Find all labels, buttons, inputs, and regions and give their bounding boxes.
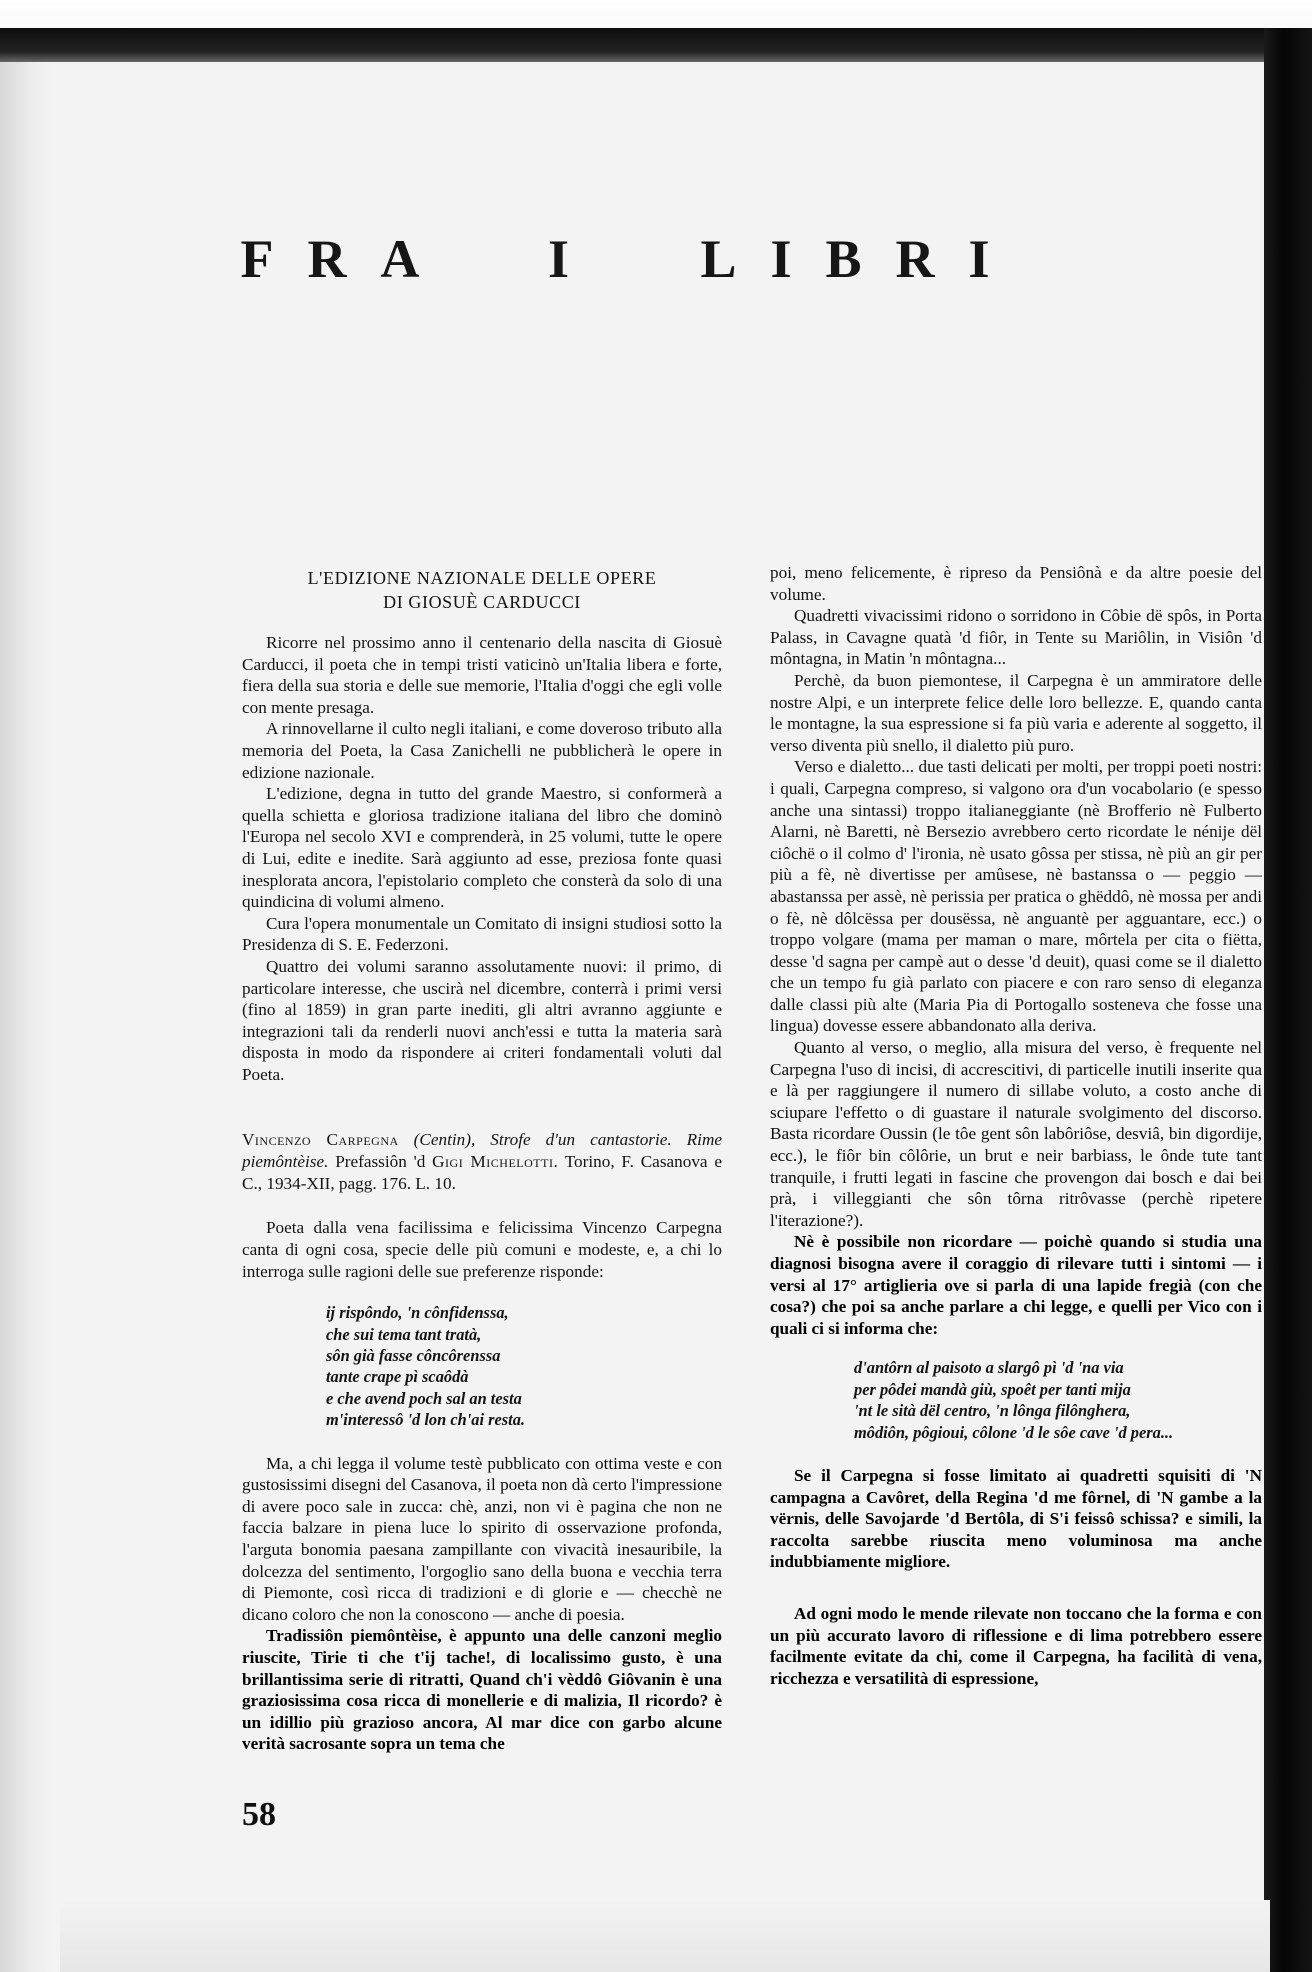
review-author: Vincenzo Carpegna [242,1130,399,1150]
page-number: 58 [242,1796,276,1833]
poem-line: per pôdei mandà giù, spoêt per tanti mija [854,1379,1131,1399]
review-paragraph: Quadretti vivacissimi ridono o sorridono in Côbie dë spôs, in Porta Palass, in Cavagne quatà 'd fiôr, in Tente su Mariôlin, in Visiôn 'd môntagna, in Matin 'n môntagna... [770,606,1262,669]
review-preface: Prefassiôn 'd [335,1152,426,1172]
review-publisher: Torino, F. Casanova e C., 1934-XII, pagg. 176. L. 10. [242,1152,722,1194]
review-paragraph: poi, meno felicemente, è ripreso da Pensiônà e da altre poesie del volume. [770,563,1262,604]
article-paragraph: Cura l'opera monumentale un Comitato di insigni studiosi sotto la Presidenza di S. E. Federzoni. [242,913,722,955]
review-intro: Poeta dalla vena facilissima e felicissima Vincenzo Carpegna canta di ogni cosa, specie delle più comuni e modeste, e, a chi lo interroga sulle ragioni delle sue preferenze risponde: [242,1218,722,1281]
review-paragraph: Ma, a chi legga il volume testè pubblicato con ottima veste e con gustosissimi disegni del Casanova, il poeta non dà certo l'impressione di avere poco sale in zucca: chè, anzi, non vi è pagina che non ne faccia balzare in piena luce lo spirito di osservazione profonda, l'arguta bonomia paesana zampillante con vivacità inesauribile, la dolcezza del sentimento, l'orgoglio sano della buona e vecchia terra di Piemonte, così ricca di tradizioni e di glorie e — checchè ne dicano coloro che non la conoscono — anche di poesia. [242,1453,722,1624]
review-heading [242,1129,722,1195]
review-paragraph: Se il Carpegna si fosse limitato ai quadretti squisiti di 'N campagna a Cavôret, della Regina 'd me fôrnel, di 'N gambe a la vërnis, delle Savojarde 'd Bertôla, di S'i feissô schissa? e simili, la raccolta sarebbe riuscita meno voluminosa ma anche indubbiamente migliore. [770,1466,1262,1572]
poem-line: d'antôrn al paisoto a slargô pì 'd 'na via [854,1358,1124,1378]
scan-edge-top-dark [0,28,1300,62]
left-column [242,562,722,1755]
review-paragraph: Perchè, da buon piemontese, il Carpegna è un ammiratore delle nostre Alpi, e un interprete felice delle loro bellezze. E, quando canta le montagne, la sua espressione si fa più varia e aderente al soggetto, il verso diventa più snello, il dialetto più puro. [770,670,1262,755]
review-preface-author: Gigi Michelotti. [432,1152,559,1172]
poem-two [854,1357,1262,1443]
poem-line: ij rispôndo, 'n cônfidenssa, [326,1303,509,1323]
poem-line: sôn già fasse côncôrenssa [326,1346,501,1366]
poem-line: m'interessô 'd lon ch'ai resta. [326,1410,525,1430]
review-paragraph: Ad ogni modo le mende rilevate non toccano che la forma e con un più accurato lavoro di riflessione e di lima potrebbero essere facilmente evitate da chi, come il Carpegna, ha facilità di vena, ricchezza e versatilità di espressione, [770,1603,1262,1688]
article-heading-line1: L'EDIZIONE NAZIONALE DELLE OPERE [307,568,657,588]
poem-line: e che avend poch sal an testa [326,1388,522,1408]
article-heading-line2: DI GIOSUÈ CARDUCCI [383,592,581,612]
review-pseudonym: (Centin), [413,1130,476,1150]
scan-edge-bottom [60,1900,1270,1972]
article-paragraph: A rinnovellarne il culto negli italiani, e come doveroso tributo alla memoria del Poeta, la Casa Zanichelli ne pubblicherà le opere in edizione nazionale. [242,719,722,782]
poem-one [326,1302,722,1430]
poem-line: môdiôn, pôgioui, côlone 'd le sôe cave 'd pera... [854,1422,1174,1442]
scan-edge-right [1264,28,1312,1972]
poem-line: 'nt le sità dël centro, 'n lônga filônghera, [854,1401,1131,1421]
page-title: FRA I LIBRI [240,229,1024,289]
poem-line: che sui tema tant tratà, [326,1324,482,1344]
right-column [770,562,1262,1689]
article-paragraph: Quattro dei volumi saranno assolutamente nuovi: il primo, di particolare interesse, che uscirà nel dicembre, conterrà i primi versi (fino al 1859) in gran parte inediti, gli altri avranno aggiunte e integrazioni tali da renderli nuovi anch'essi e tutta la materia sarà disposta in modo da rispondere ai criteri fondamentali voluti dal Poeta. [242,956,722,1084]
scan-edge-left [0,62,52,1972]
article-heading [242,566,722,614]
article-paragraph: Ricorre nel prossimo anno il centenario della nascita di Giosuè Carducci, il poeta che in tempi tristi vaticinò un'Italia libera e forte, fiera della sua storia e delle sue memorie, l'Italia d'oggi che egli volle con mente presaga. [242,633,722,717]
review-paragraph: Tradissiôn piemôntèise, è appunto una delle canzoni meglio riuscite, Tirie ti che t'ij tache!, di localissimo gusto, è una brillantissima serie di ritratti, Quand ch'i vèddô Giôvanin è una graziosissima cosa ricca di monellerie e di malizia, Il ricordo? è un idillio più grazioso ancora, Al mar dice con garbo alcune verità sacrosante sopra un tema che [242,1626,722,1754]
article-paragraph: L'edizione, degna in tutto del grande Maestro, si conformerà a quella schietta e gloriosa tradizione italiana del libro che dominò l'Europa nel secolo XVI e comprenderà, in 25 volumi, tutte le opere di Lui, edite e inedite. Sarà aggiunto ad esse, preziosa fonte quasi inesplorata ancora, l'epistolario completo che consterà da solo di una quindicina di volumi almeno. [242,784,722,912]
review-paragraph: Nè è possibile non ricordare — poichè quando si studia una diagnosi bisogna avere il coraggio di rilevare tutti i sintomi — i versi al 17° artiglieria ove si parla di una lapide fregià (con che cosa?) che poi sa anche parlare a chi legge, e quelli per Vico con i quali ci si informa che: [770,1232,1262,1338]
review-book-title: Strofe d'un cantastorie. Rime piemôntèise. [242,1130,722,1172]
review-paragraph: Quanto al verso, o meglio, alla misura del verso, è frequente nel Carpegna l'uso di incisi, di accrescitivi, di particelle inutili inserite qua e là per raggiungere il numero di sillabe voluto, a costo anche di sciupare l'effetto o di guastare il naturale svolgimento del discorso. Basta ricordare Oussin (le tôe gent sôn labôriôse, desviâ, bin digordije, ecc.), le fiôr bin côlôrie, un brut e neir barbiass, le ônde tute tant tranquile, i frutti legati in fascine che provengon dai bosch e dai bei prà, i villeggianti che sôn tôrna ritrôvasse (perchè ripetere l'iterazione?). [770,1038,1262,1230]
review-paragraph: Verso e dialetto... due tasti delicati per molti, per troppi poeti nostri: i quali, Carpegna compreso, si valgono ora d'un vocabolario (e spesso anche una sintassi) troppo italianeggiante (nè Brofferio nè Fulberto Alarni, nè Baretti, nè Bersezio avrebbero certo ricordate le nénije dël ciôchë o il colmo d' l'ironia, nè usato gôssa per stissa, nè più an gir per più a fè, nè divertisse per amûsese, nè bastanssa o — peggio — abastanssa per assè, nè perissia per pratica o ghëddô, nè mossa per andi o fè, nè dôlcëssa per dousëssa, nè anguantè per agguantare, ecc.) o troppo volgare (mama per maman o mare, môrtela per cita o fiëtta, desse 'd sagna per campè aut o desse 'd deuit), quasi come se il dialetto che un tempo fu già parlato con piacere e con raro senso di eleganza dalle classi più alte (Maria Pia di Portogallo sosteneva che fosse una lingua) dovesse essere abbandonato alla deriva. [770,757,1262,1036]
poem-line: tante crape pì scaôdà [326,1367,469,1387]
